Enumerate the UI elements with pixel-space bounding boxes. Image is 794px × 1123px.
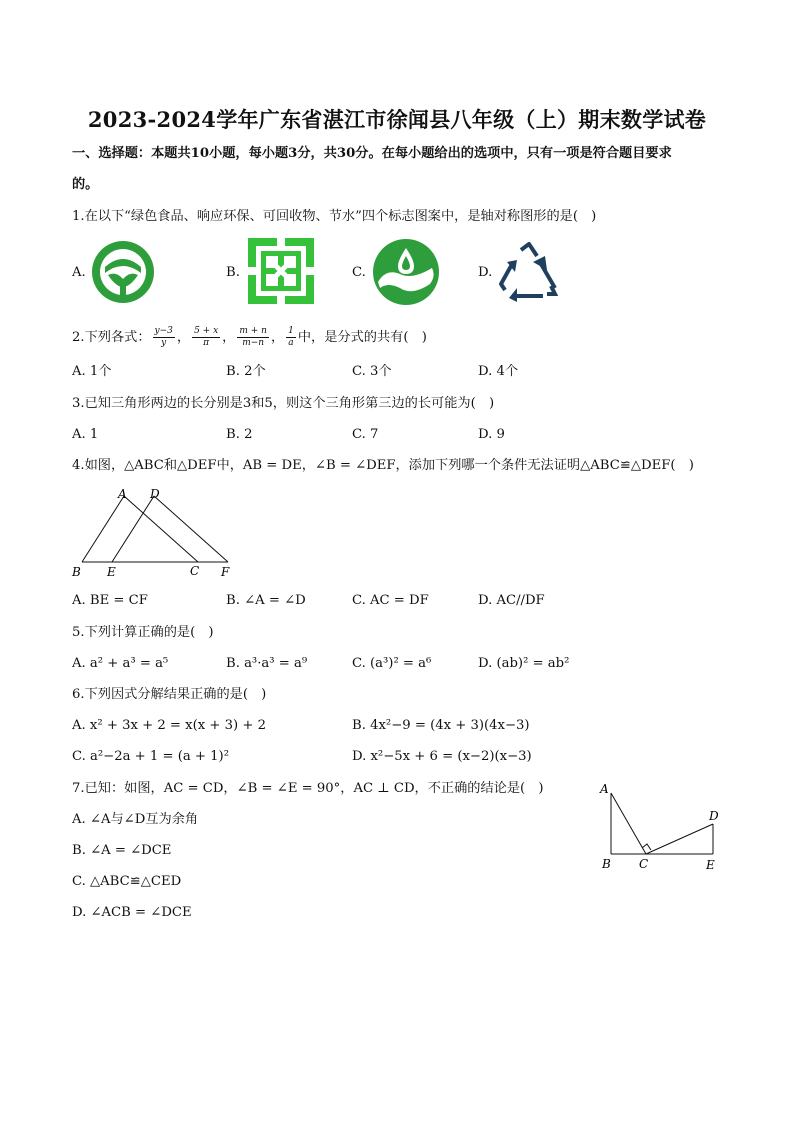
q4-label-d: D (150, 487, 160, 501)
q7-option-b: B. ∠A = ∠DCE (72, 843, 172, 858)
q4-label-b: B (72, 565, 81, 579)
q7-right-triangles-figure (596, 778, 726, 882)
q5-option-d: D. (ab)² = ab² (478, 656, 570, 671)
q7-option-d: D. ∠ACB = ∠DCE (72, 905, 192, 920)
q2-option-d: D. 4个 (478, 364, 519, 379)
q7-label-a: A (600, 782, 609, 796)
green-food-logo (90, 239, 156, 309)
q2-fraction-3: $\frac{m + n}{m-n}$ (239, 326, 267, 348)
q6-option-d: D. x²−5x + 6 = (x−2)(x−3) (352, 749, 532, 764)
q3-option-b: B. 2 (226, 427, 253, 442)
water-saving-logo (372, 238, 440, 310)
q1-stem: 1.在以下“绿色食品、响应环保、可回收物、节水”四个标志图案中，是轴对称图形的是( ) (72, 209, 597, 224)
q4-option-d: D. AC//DF (478, 593, 545, 608)
q6-option-c: C. a²−2a + 1 = (a + 1)² (72, 749, 229, 764)
q3-option-a: A. 1 (72, 427, 99, 442)
q5-option-b: B. a³·a³ = a⁹ (226, 656, 308, 671)
q2-option-c: C. 3个 (352, 364, 392, 379)
q3-option-d: D. 9 (478, 427, 505, 442)
q7-label-b: B (602, 857, 611, 871)
q5-stem: 5.下列计算正确的是( ) (72, 625, 214, 640)
section-heading-line2: 的。 (72, 177, 99, 192)
q4-label-a: A (118, 487, 127, 501)
q2-fraction-1: $\frac{y-3}{y}$ (154, 326, 173, 348)
q5-option-c: C. (a³)² = a⁶ (352, 656, 432, 671)
page-title: 2023-2024学年广东省湛江市徐闻县八年级（上）期末数学试卷 (87, 107, 707, 132)
q2-fraction-4: $\frac{1}{a}$ (288, 326, 294, 348)
q7-label-d: D (709, 809, 719, 823)
q2-option-a: A. 1个 (72, 364, 112, 379)
q2-stem-suffix: 中，是分式的共有( ) (297, 330, 427, 345)
q1-option-d-label: D. (478, 265, 493, 280)
q7-label-c: C (639, 857, 649, 871)
q2-stem-prefix: 2.下列各式： (72, 330, 151, 345)
q4-triangle-figure (68, 484, 248, 586)
q3-stem: 3.已知三角形两边的长分别是3和5，则这个三角形第三边的长可能为( ) (72, 396, 495, 411)
q1-option-b-label: B. (226, 265, 240, 280)
q7-option-a: A. ∠A与∠D互为余角 (72, 812, 199, 827)
q6-stem: 6.下列因式分解结果正确的是( ) (72, 687, 267, 702)
q4-option-b: B. ∠A = ∠D (226, 593, 306, 608)
q3-option-c: C. 7 (352, 427, 379, 442)
q7-label-e: E (706, 858, 715, 872)
q4-label-c: C (190, 564, 200, 578)
q4-option-a: A. BE = CF (72, 593, 148, 608)
q2-stem: 2.下列各式： $\frac{y-3}{y}$ ， $\frac{5 + x}{\pi}$ ， $\frac{m + n}{m-n}$ ， $\frac{1}{a}$ 中，是分式的共有( ) (72, 326, 427, 348)
q7-stem: 7.已知：如图，AC = CD，∠B = ∠E = 90°，AC ⊥ CD，不正确的结论是( ) (72, 781, 544, 796)
q6-option-b: B. 4x²−9 = (4x + 3)(4x−3) (352, 718, 530, 733)
q4-stem: 4.如图，△ABC和△DEF中，AB = DE，∠B = ∠DEF，添加下列哪一个条件无法证明△ABC≌△DEF( ) (72, 458, 694, 473)
q4-option-c: C. AC = DF (352, 593, 429, 608)
eco-logo (248, 238, 314, 308)
q7-option-c: C. △ABC≌△CED (72, 874, 182, 889)
q4-label-f: F (221, 565, 230, 579)
section-heading-line1: 一、选择题：本题共10小题，每小题3分，共30分。在每小题给出的选项中，只有一项是符合题目要求 (72, 146, 672, 161)
q4-label-e: E (107, 565, 116, 579)
q5-option-a: A. a² + a³ = a⁵ (72, 656, 169, 671)
q6-option-a: A. x² + 3x + 2 = x(x + 3) + 2 (72, 718, 266, 733)
q1-option-a-label: A. (72, 265, 86, 280)
recycling-logo (497, 242, 561, 306)
q2-option-b: B. 2个 (226, 364, 266, 379)
q1-option-c-label: C. (352, 265, 366, 280)
q2-fraction-2: $\frac{5 + x}{\pi}$ (194, 326, 219, 348)
